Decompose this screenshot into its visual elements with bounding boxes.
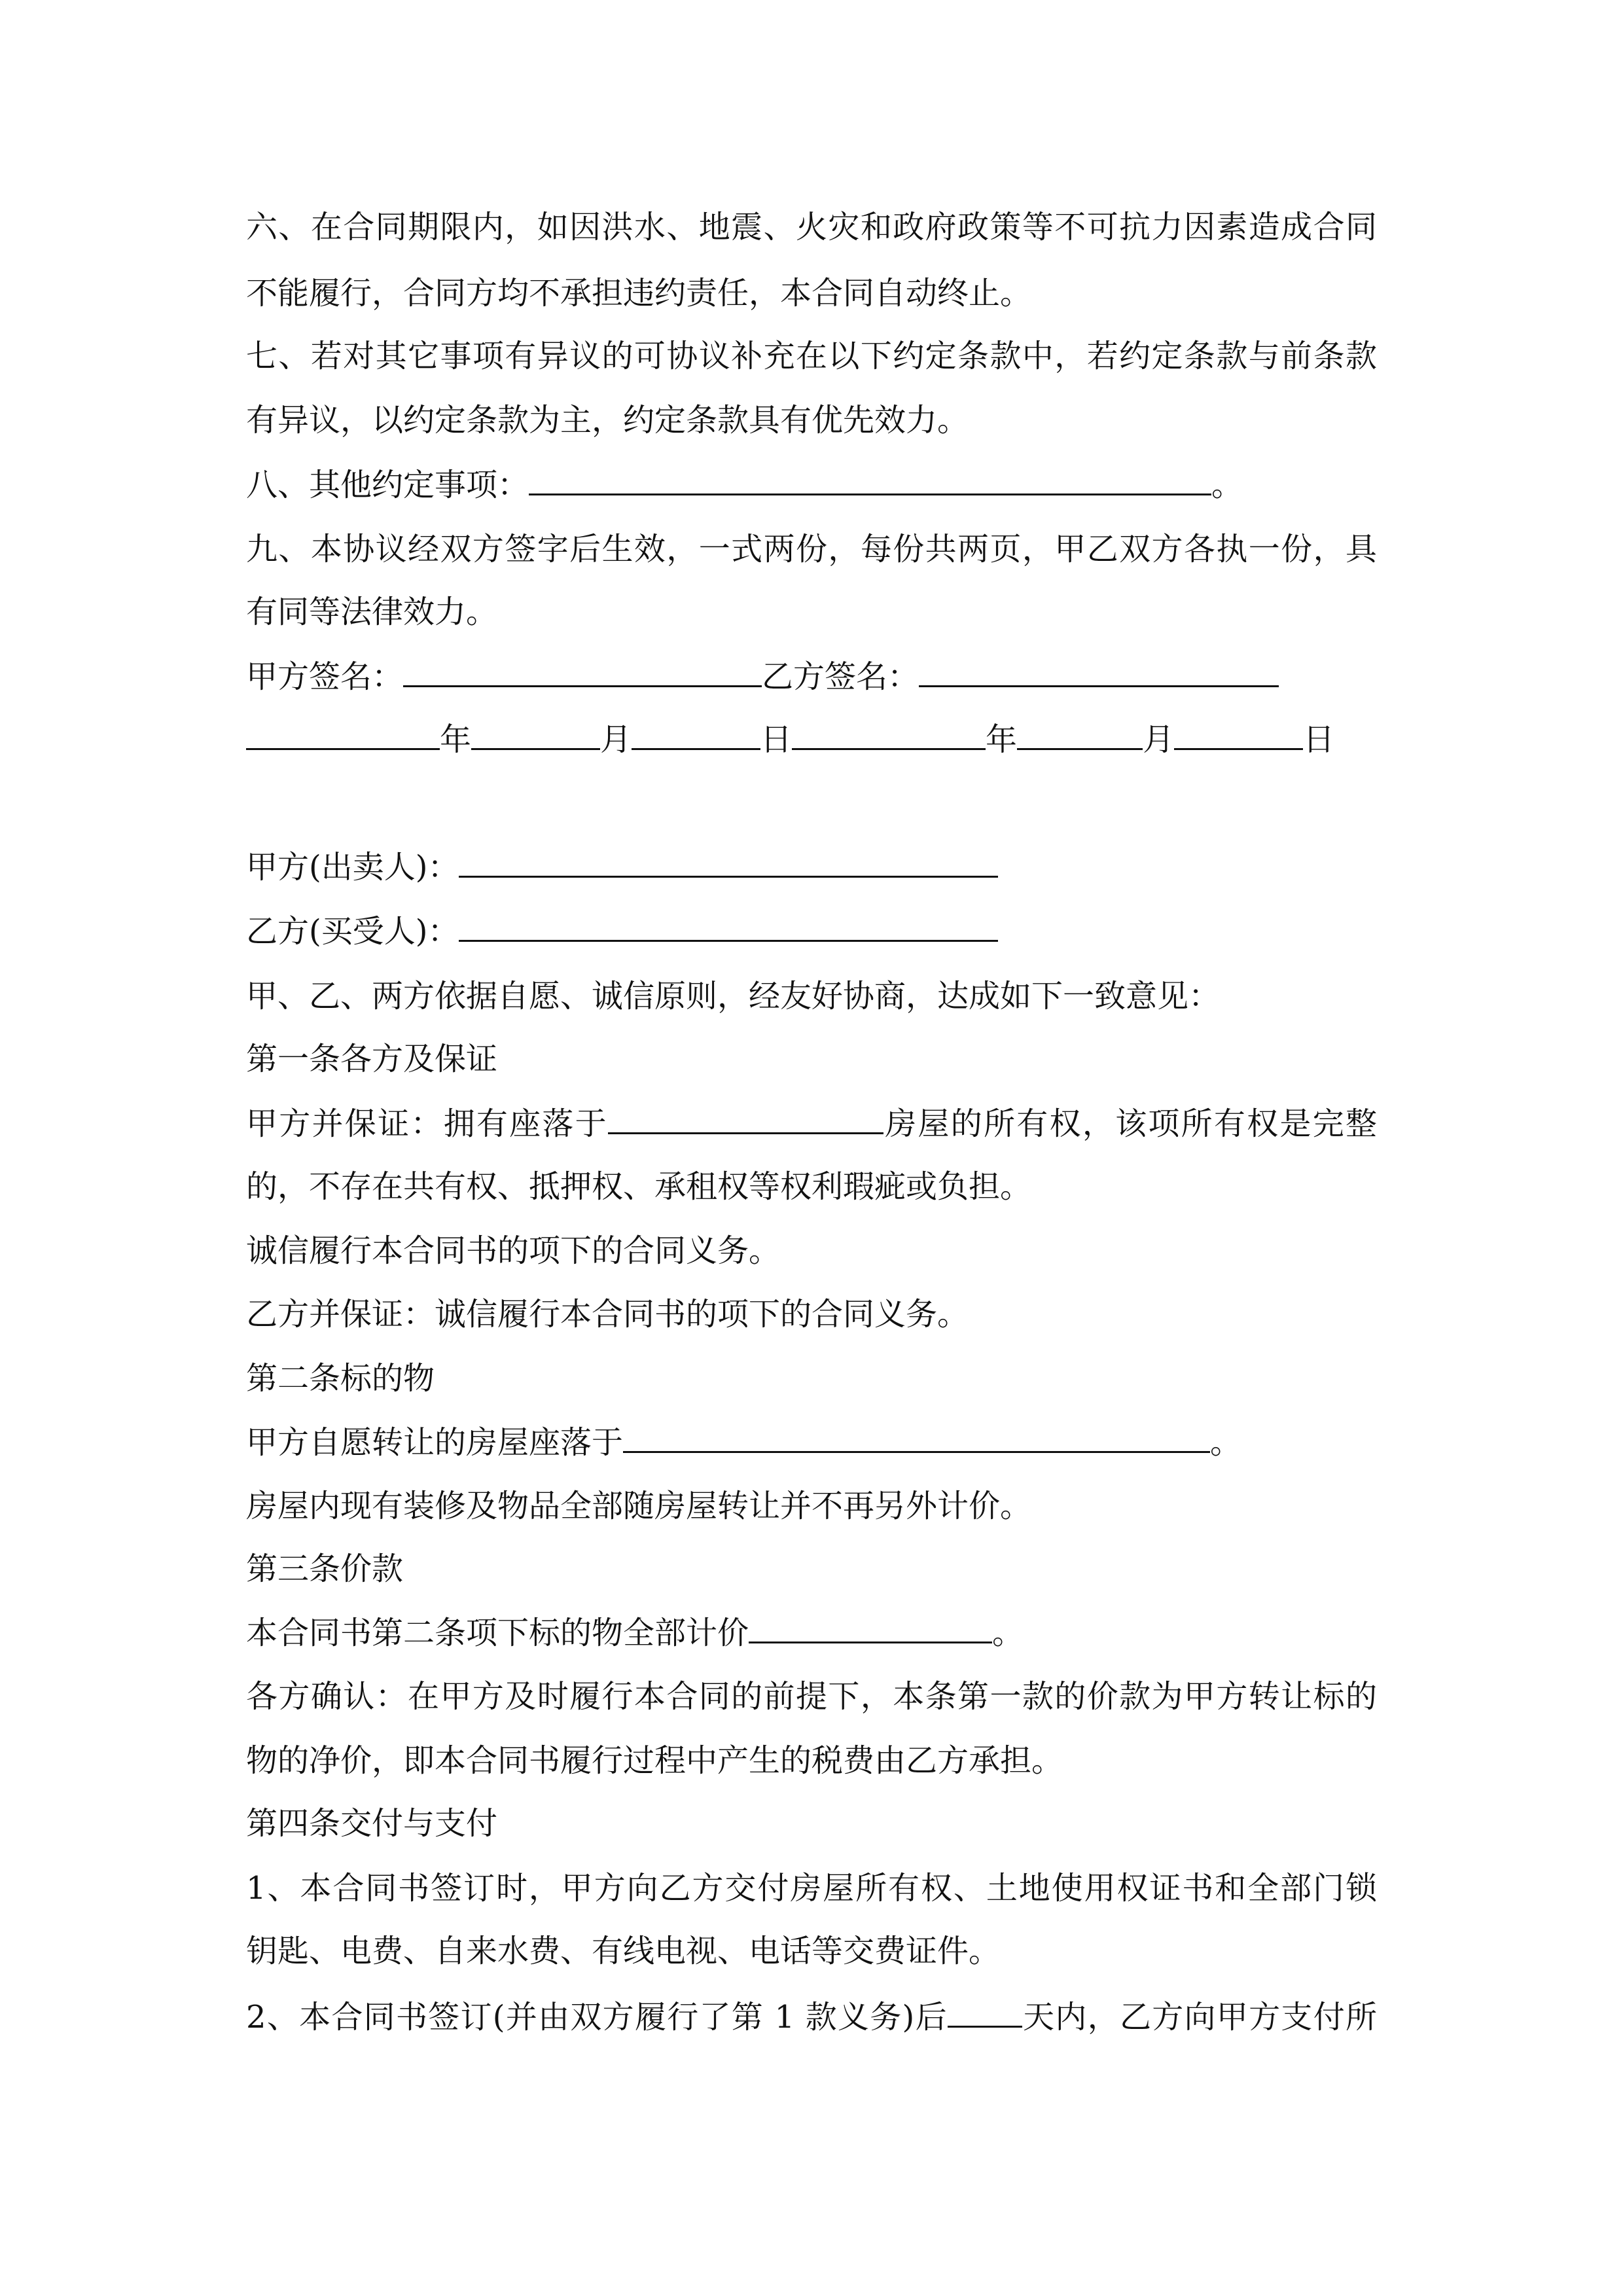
clause-seven-line1: 七、若对其它事项有异议的可协议补充在以下约定条款中，若约定条款与前条款 (246, 338, 1377, 374)
party-a-signature-label: 甲方签名： (246, 658, 404, 695)
article-4-para2 (246, 1996, 1377, 2038)
party-a-month-blank[interactable] (471, 719, 600, 750)
article-1-para1-a: 甲方并保证：拥有座落于 (246, 1105, 608, 1142)
article-2-para1 (246, 1422, 1241, 1463)
article-1-para2: 的，不存在共有权、抵押权、承租权等权利瑕疵或负担。 (246, 1168, 1032, 1205)
party-a-day-blank[interactable] (632, 719, 760, 750)
clause-nine-line2: 有同等法律效力。 (246, 594, 498, 630)
days-blank[interactable] (948, 1997, 1022, 2028)
article-4-para1-line1: 1、本合同书签订时，甲方向乙方交付房屋所有权、土地使用权证书和全部门锁 (246, 1870, 1377, 1907)
party-b-year-blank[interactable] (792, 719, 986, 750)
day-label: 日 (760, 721, 793, 758)
article-1-para4: 乙方并保证：诚信履行本合同书的项下的合同义务。 (246, 1296, 969, 1333)
article-4-para1-line2: 钥匙、电费、自来水费、有线电视、电话等交费证件。 (246, 1933, 1001, 1969)
property-location-blank[interactable] (608, 1103, 883, 1134)
date-row (246, 719, 1334, 761)
article-2-para1-a: 甲方自愿转让的房屋座落于 (246, 1424, 624, 1461)
party-a-year-blank[interactable] (246, 719, 440, 750)
buyer-row (246, 910, 998, 952)
seller-blank[interactable] (459, 847, 998, 878)
clause-eight-label: 八、其他约定事项： (246, 467, 529, 503)
clause-nine-line1: 九、本协议经双方签字后生效，一式两份，每份共两页，甲乙双方各执一份，具 (246, 531, 1377, 567)
buyer-blank[interactable] (459, 911, 998, 942)
year-label: 年 (440, 721, 472, 758)
clause-seven-line2: 有异议，以约定条款为主，约定条款具有优先效力。 (246, 402, 969, 439)
article-1-para1 (246, 1103, 1377, 1145)
seller-label: 甲方(出卖人)： (246, 849, 459, 886)
article-2-para1-b: 。 (1210, 1424, 1242, 1461)
party-b-day-blank[interactable] (1174, 719, 1303, 750)
article-1-para1-b: 房屋的所有权，该项所有权是完整 (883, 1105, 1377, 1142)
article-4-para2-b: 天内，乙方向甲方支付所 (1022, 1999, 1377, 2036)
article-3-para1-a: 本合同书第二条项下标的物全部计价 (246, 1615, 749, 1651)
party-b-signature-label: 乙方签名： (762, 658, 919, 695)
party-a-signature-blank[interactable] (403, 656, 762, 687)
article-2-title: 第二条标的物 (246, 1360, 435, 1397)
signature-row (246, 656, 1279, 698)
clause-six-line1: 六、在合同期限内，如因洪水、地震、火灾和政府政策等不可抗力因素造成合同 (246, 209, 1377, 245)
article-3-para2-line2: 物的净价，即本合同书履行过程中产生的税费由乙方承担。 (246, 1742, 1063, 1779)
article-1-para3: 诚信履行本合同书的项下的合同义务。 (246, 1232, 781, 1269)
article-3-para2-line1: 各方确认：在甲方及时履行本合同的前提下，本条第一款的价款为甲方转让标的 (246, 1678, 1377, 1715)
article-3-title: 第三条价款 (246, 1551, 404, 1587)
year-label: 年 (986, 721, 1018, 758)
transfer-location-blank[interactable] (623, 1422, 1210, 1453)
month-label: 月 (600, 721, 632, 758)
party-b-month-blank[interactable] (1017, 719, 1143, 750)
price-blank[interactable] (749, 1613, 992, 1643)
clause-eight-end: 。 (1211, 467, 1243, 503)
article-3-para1 (246, 1612, 1024, 1654)
article-3-para1-b: 。 (992, 1615, 1024, 1651)
day-label: 日 (1303, 721, 1335, 758)
clause-six-line2: 不能履行，合同方均不承担违约责任，本合同自动终止。 (246, 275, 1032, 312)
party-b-signature-blank[interactable] (919, 656, 1279, 687)
article-4-title: 第四条交付与支付 (246, 1805, 498, 1842)
month-label: 月 (1143, 721, 1175, 758)
other-terms-blank[interactable] (529, 465, 1211, 495)
article-2-para2: 房屋内现有装修及物品全部随房屋转让并不再另外计价。 (246, 1488, 1032, 1524)
buyer-label: 乙方(买受人)： (246, 913, 459, 950)
clause-eight (246, 464, 1243, 506)
seller-row (246, 846, 998, 888)
intro: 甲、乙、两方依据自愿、诚信原则，经友好协商，达成如下一致意见： (246, 978, 1221, 1014)
article-4-para2-a: 2、本合同书签订(并由双方履行了第 1 款义务)后 (246, 1999, 948, 2036)
article-1-title: 第一条各方及保证 (246, 1041, 498, 1077)
